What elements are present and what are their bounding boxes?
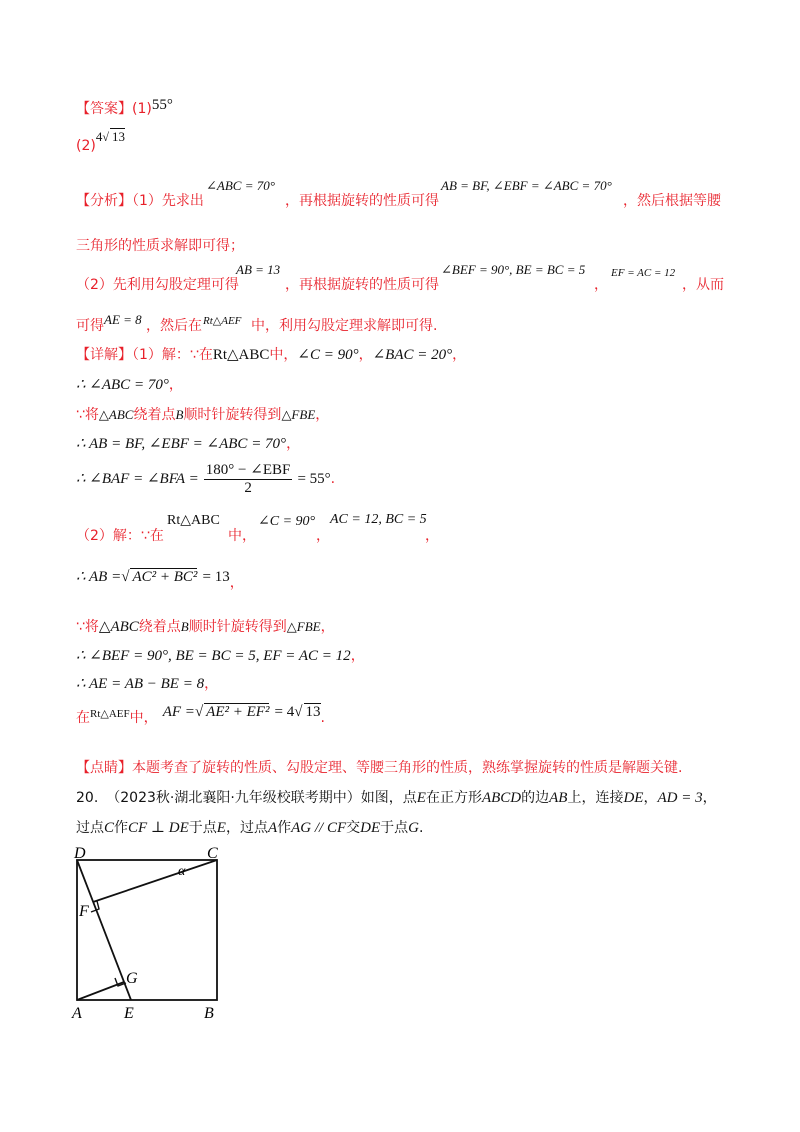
- detail-text: ，: [315, 407, 330, 423]
- detail-text: 顺时针旋转得到: [188, 619, 287, 635]
- detail-text: 在: [76, 710, 90, 726]
- detail-text: ，: [229, 575, 244, 591]
- comment-line: [76, 757, 682, 777]
- detail-line-3: [76, 404, 329, 424]
- detail-text: 中，: [269, 347, 298, 363]
- analysis-text: ，然后在: [146, 318, 202, 334]
- detail-text: 绕着点: [133, 407, 176, 423]
- fraction-denominator: 2: [244, 480, 252, 496]
- analysis-label: 【分析】: [76, 193, 132, 209]
- problem-math: AD = 3: [657, 790, 703, 806]
- detail-line-1: [76, 344, 466, 364]
- fraction: [204, 460, 293, 497]
- answer-part1-value: 55°: [151, 97, 173, 113]
- detail-math: ∴ AE = AB − BE = 8: [76, 676, 205, 692]
- analysis-text: ，再根据旋转的性质可得: [285, 277, 439, 293]
- detail-math: ∠C = 90°: [297, 347, 359, 363]
- analysis-text: 中，利用勾股定理求解即可得.: [251, 318, 438, 334]
- analysis-math: AE = 8: [104, 312, 142, 327]
- detail-math: △ABC: [98, 619, 139, 635]
- problem-text: 作: [114, 820, 129, 836]
- problem-text: 的边: [521, 790, 550, 806]
- analysis-text: ，再根据旋转的性质可得: [285, 193, 439, 209]
- problem-math: ABCD: [481, 790, 522, 806]
- problem-number: 20.: [76, 790, 99, 806]
- detail-text: （1）解：∵在: [132, 347, 213, 363]
- problem-20-line-1: [76, 787, 717, 807]
- detail-math: △FBE: [286, 619, 321, 634]
- detail-text: 中，: [129, 710, 158, 726]
- detail-line-10: [76, 673, 218, 693]
- detail-line-11: 在$^{Rt\triangle AEF}$中， AF =√ AE² + EF² = 4√ 13.: [76, 704, 325, 726]
- analysis-text: （1）先求出: [132, 193, 204, 209]
- label-alpha: α: [178, 864, 186, 879]
- problem-text: 作: [277, 820, 292, 836]
- problem-math: DE: [623, 790, 644, 806]
- problem-text: ，: [702, 790, 717, 806]
- detail-line-7: ∴ AB =√ AC² + BC² = 13，: [76, 569, 244, 591]
- label-c: C: [207, 845, 218, 862]
- detail-text: ，: [358, 347, 373, 363]
- radicand: AC² + BC²: [132, 569, 198, 585]
- detail-math: △FBE: [281, 407, 316, 422]
- answer-part1: (1): [132, 101, 152, 117]
- detail-math: B: [180, 619, 189, 634]
- detail-text: 绕着点: [138, 619, 181, 635]
- problem-math: DE: [360, 820, 381, 836]
- detail-math: ∴ AB =: [76, 569, 122, 585]
- problem-text: 交: [346, 820, 361, 836]
- label-b: B: [204, 1005, 214, 1022]
- problem-text: （2023秋·湖北襄阳·九年级校联考期中）如图，点: [106, 790, 417, 806]
- answer-line-2: $(2)^{4√ 13}$: [76, 129, 125, 154]
- label-d: D: [74, 845, 86, 862]
- analysis-text: （2）先利用勾股定理可得: [76, 277, 239, 293]
- analysis-math: AB = BF, ∠EBF = ∠ABC = 70°: [441, 178, 612, 193]
- answer-part2-coef: 4: [95, 129, 103, 144]
- detail-text: ，: [316, 528, 330, 544]
- radicand: AE² + EF²: [206, 704, 270, 720]
- detail-text: .: [320, 710, 325, 726]
- problem-text: 在正方形: [425, 790, 482, 806]
- analysis-text: ，: [594, 277, 608, 293]
- detail-text: 中，: [228, 528, 256, 544]
- problem-text: 过点: [76, 820, 104, 836]
- analysis-math: Rt△AEF: [203, 315, 242, 327]
- answer-part2: (2): [76, 138, 96, 154]
- radicand: 13: [305, 704, 321, 720]
- comment-text: 本题考查了旋转的性质、勾股定理、等腰三角形的性质，熟练掌握旋转的性质是解题关键.: [132, 760, 683, 776]
- analysis-text: ，然后根据等腰: [623, 193, 721, 209]
- comment-label: 【点睛】: [76, 760, 132, 776]
- analysis-math: EF = AC = 12: [611, 267, 676, 279]
- problem-text: 于点: [188, 820, 217, 836]
- detail-math: Rt△ABC: [212, 347, 270, 363]
- analysis-text: ，从而: [682, 277, 724, 293]
- detail-math: = 4: [274, 704, 295, 720]
- problem-text: .: [418, 820, 424, 836]
- detail-math: Rt△ABC: [167, 513, 220, 528]
- analysis-line-2: 三角形的性质求解即可得；: [76, 238, 244, 254]
- detail-text: ，: [286, 436, 301, 452]
- problem-20-line-2: [76, 817, 423, 837]
- problem-text: ，: [643, 790, 658, 806]
- detail-text: ，: [350, 648, 365, 664]
- detail-math: = 55°: [297, 471, 331, 487]
- detail-math: △ABC: [98, 407, 134, 422]
- detail-label: 【详解】: [76, 347, 132, 363]
- detail-line-8: [76, 616, 335, 636]
- problem-text: 上，连接: [567, 790, 624, 806]
- answer-label: 【答案】: [76, 101, 132, 117]
- detail-line-5: [76, 460, 335, 497]
- detail-math: Rt△AEF: [90, 708, 130, 720]
- problem-math: AB: [549, 790, 568, 806]
- detail-text: ∵将: [76, 619, 99, 635]
- detail-text: ∵将: [76, 407, 99, 423]
- problem-math: A: [267, 820, 278, 836]
- detail-math: AF =: [162, 704, 195, 720]
- detail-math: B: [175, 407, 184, 422]
- detail-text: ，: [204, 676, 219, 692]
- square-abcd: [77, 860, 217, 1000]
- segment-de: [77, 860, 131, 1000]
- detail-math: ∴ ∠ABC = 70°: [76, 377, 169, 393]
- fraction-numerator: 180° − ∠EBF: [205, 462, 291, 478]
- detail-text: ，: [168, 377, 183, 393]
- detail-text: 顺时针旋转得到: [183, 407, 282, 423]
- detail-math: ∴ ∠BAF = ∠BFA =: [76, 471, 199, 487]
- detail-text: （2）解：∵在: [76, 528, 164, 544]
- label-f: F: [79, 903, 89, 920]
- analysis-text: 可得: [76, 318, 104, 334]
- problem-math: AG // CF: [291, 820, 347, 836]
- analysis-math: AB = 13: [236, 262, 281, 277]
- geometry-figure: [60, 838, 240, 1028]
- label-a: A: [72, 1005, 82, 1022]
- detail-math: ∴ AB = BF, ∠EBF = ∠ABC = 70°: [76, 436, 287, 452]
- detail-math: AC = 12, BC = 5: [330, 512, 427, 527]
- detail-line-4: [76, 433, 300, 453]
- detail-line-2: [76, 374, 183, 394]
- analysis-math: ∠BEF = 90°, BE = BC = 5: [441, 262, 586, 277]
- problem-text: ，过点: [225, 820, 268, 836]
- problem-math: E: [416, 790, 426, 806]
- problem-math: CF ⊥ DE: [128, 820, 189, 836]
- problem-text: 于点: [380, 820, 409, 836]
- problem-math: C: [104, 820, 115, 836]
- analysis-math: ∠ABC = 70°: [206, 178, 275, 193]
- detail-math: ∴ ∠BEF = 90°, BE = BC = 5, EF = AC = 12: [76, 648, 351, 664]
- detail-text: ，: [320, 619, 335, 635]
- detail-text: .: [330, 471, 336, 487]
- label-g: G: [126, 970, 138, 987]
- label-e: E: [124, 1005, 134, 1022]
- problem-math: E: [216, 820, 226, 836]
- detail-text: ，: [452, 347, 467, 363]
- detail-math: ∠BAC = 20°: [372, 347, 453, 363]
- detail-math: = 13: [202, 569, 230, 585]
- detail-math: ∠C = 90°: [258, 514, 316, 529]
- segment-cf: [93, 860, 217, 902]
- detail-line-9: [76, 645, 365, 665]
- answer-part2-radicand: 13: [111, 129, 125, 144]
- analysis-line-1: [76, 190, 204, 210]
- problem-math: G: [408, 820, 419, 836]
- answer-line-1: [76, 98, 173, 118]
- detail-text: ，: [425, 528, 439, 544]
